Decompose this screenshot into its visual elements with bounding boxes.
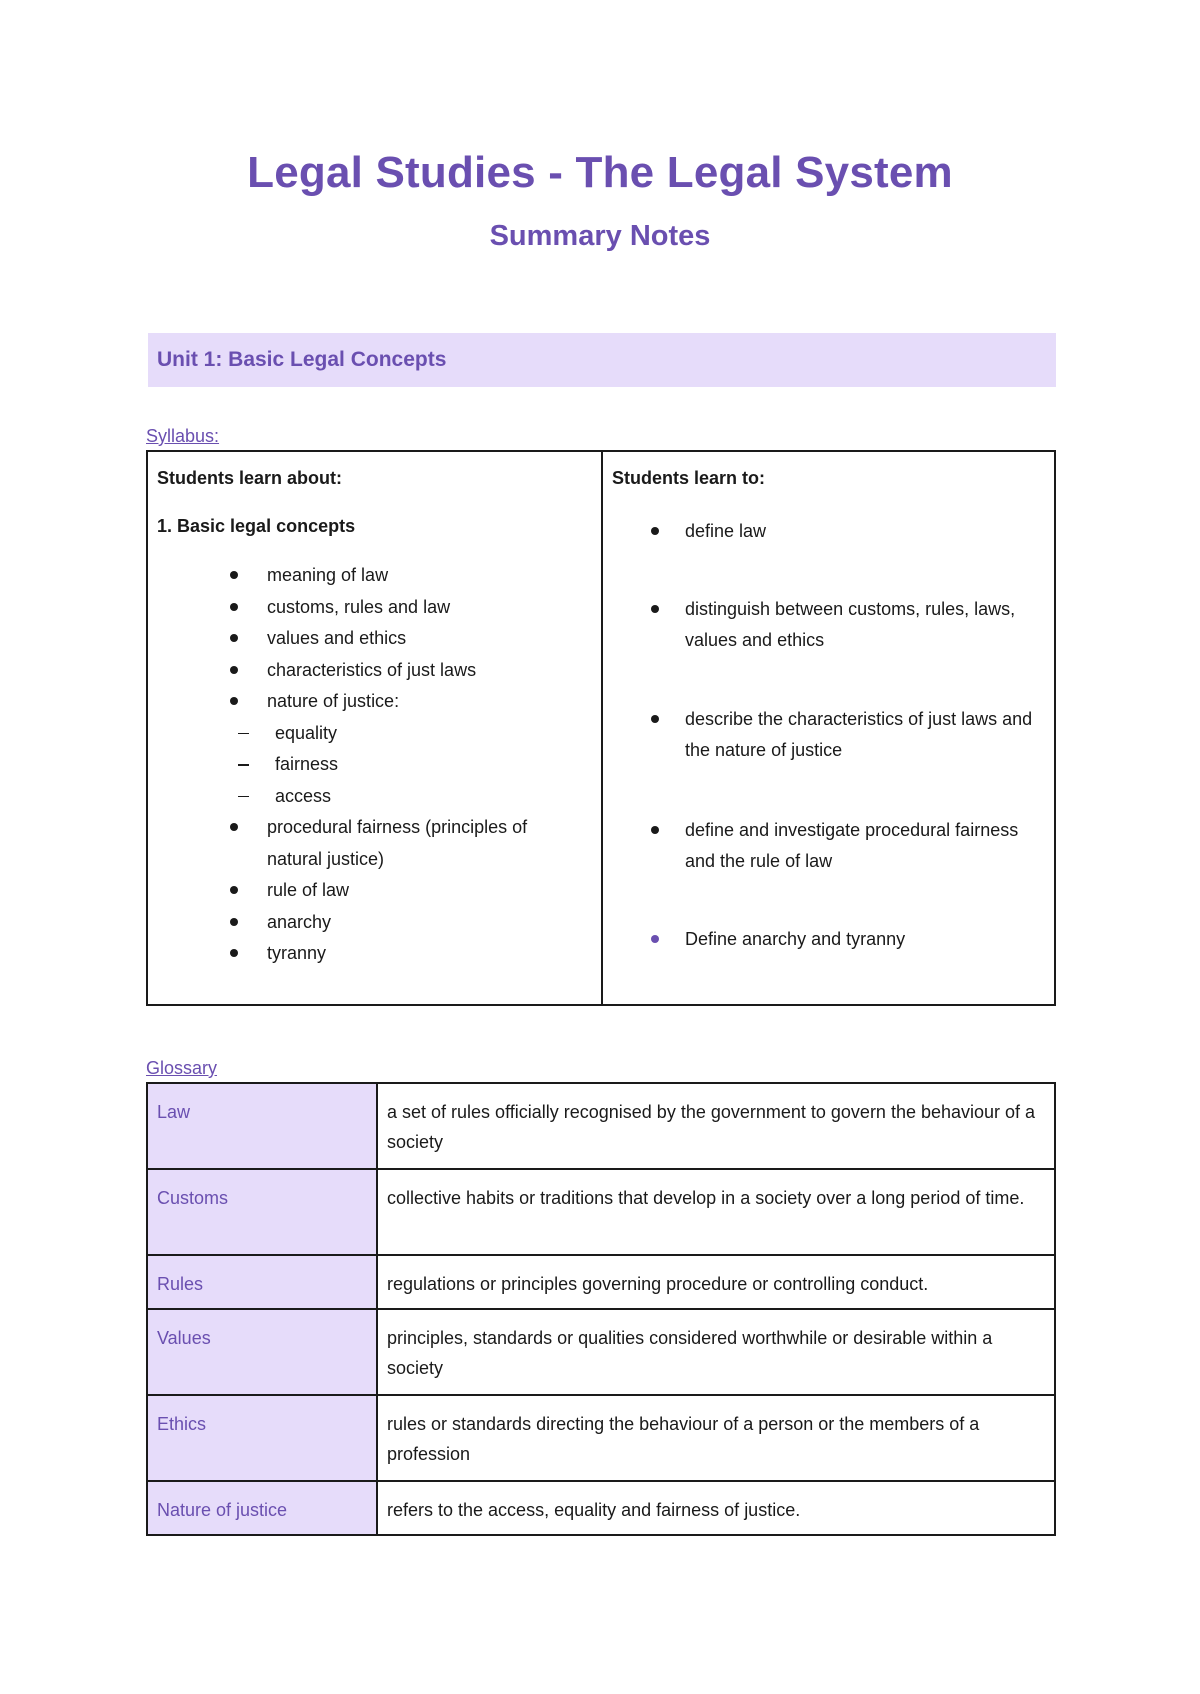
list-item: rule of law xyxy=(148,875,601,907)
table-row xyxy=(147,1169,1055,1255)
unit-title: Unit 1: Basic Legal Concepts xyxy=(157,348,447,371)
syllabus-label: Syllabus: xyxy=(146,426,220,446)
table-row xyxy=(147,1481,1055,1535)
learn-about-list xyxy=(148,560,601,970)
list-item: characteristics of just laws xyxy=(148,655,601,687)
table-row xyxy=(147,1395,1055,1481)
sub-list-item: equality xyxy=(148,718,601,750)
bullet-icon xyxy=(651,715,659,723)
glossary-definition: regulations or principles governing procedure or controlling conduct. xyxy=(377,1255,1055,1309)
glossary-definition: collective habits or traditions that develop in a society over a long period of time. xyxy=(377,1169,1055,1255)
list-item: anarchy xyxy=(148,907,601,939)
bullet-icon xyxy=(651,605,659,613)
learn-about-heading: Students learn about: xyxy=(157,468,343,488)
glossary-definition: principles, standards or qualities considered worthwhile or desirable within a society xyxy=(377,1309,1055,1395)
list-item: customs, rules and law xyxy=(148,592,601,624)
learn-to-heading: Students learn to: xyxy=(612,468,766,488)
bullet-icon xyxy=(651,826,659,834)
list-item: procedural fairness (principles of natural justice) xyxy=(148,812,601,875)
sub-list-item: fairness xyxy=(148,749,601,781)
glossary-term: Law xyxy=(147,1083,377,1169)
learn-about-subheading: 1. Basic legal concepts xyxy=(157,516,356,536)
unit-banner xyxy=(148,333,1056,387)
list-item: meaning of law xyxy=(148,560,601,592)
learn-to-column: Students learn to: define law distinguish between customs, rules, laws, values and ethics describe the characteristics of just laws and the nature of justice define and investigate procedural fairness and the rule of law Define anarchy and tyranny xyxy=(612,468,1033,949)
list-item: values and ethics xyxy=(148,623,601,655)
page-title: Legal Studies - The Legal System xyxy=(247,148,953,197)
learn-about-column xyxy=(148,452,603,1004)
table-row xyxy=(147,1083,1055,1169)
glossary-label: Glossary xyxy=(146,1058,218,1078)
list-item: tyranny xyxy=(148,938,601,970)
glossary-term: Values xyxy=(147,1309,377,1395)
glossary-definition: refers to the access, equality and fairness of justice. xyxy=(377,1481,1055,1535)
syllabus-table xyxy=(146,450,1056,1006)
glossary-definition: rules or standards directing the behaviour of a person or the members of a profession xyxy=(377,1395,1055,1481)
glossary-definition: a set of rules officially recognised by the government to govern the behaviour of a society xyxy=(377,1083,1055,1169)
glossary-term: Ethics xyxy=(147,1395,377,1481)
table-row xyxy=(147,1255,1055,1309)
list-item: nature of justice: xyxy=(148,686,601,718)
glossary-term: Nature of justice xyxy=(147,1481,377,1535)
glossary-term: Customs xyxy=(147,1169,377,1255)
glossary-term: Rules xyxy=(147,1255,377,1309)
table-row xyxy=(147,1309,1055,1395)
glossary-table xyxy=(146,1082,1056,1536)
sub-list-item: access xyxy=(148,781,601,813)
bullet-icon xyxy=(651,935,659,943)
bullet-icon xyxy=(651,527,659,535)
page-subtitle: Summary Notes xyxy=(489,220,711,252)
